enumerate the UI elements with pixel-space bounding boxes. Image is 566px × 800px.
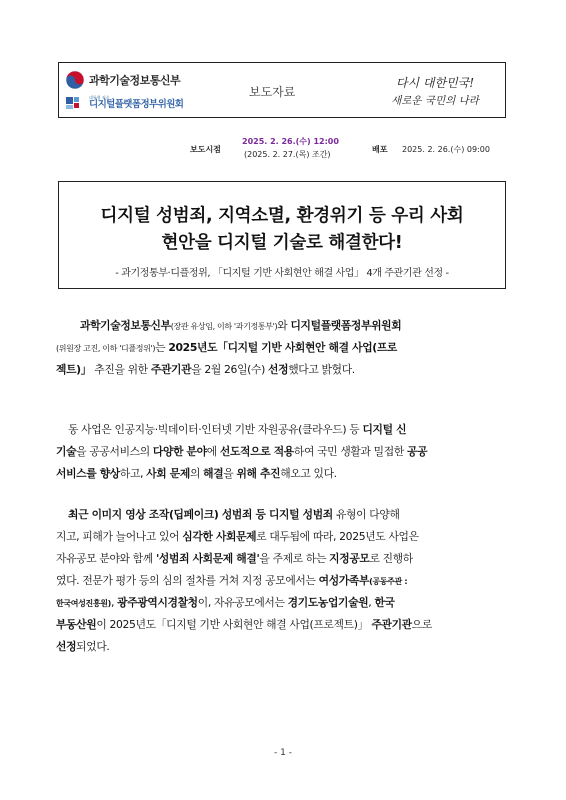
text-span: 선정 [56,640,77,653]
ministry-logos [65,67,235,115]
text-span: 을 2월 26일(수) [191,363,269,376]
text-span: 선정 [268,363,289,376]
text-span: 선도적으로 적용 [219,445,294,458]
text-span: 지정공모 [329,552,370,565]
page-number: - 1 - [274,748,292,758]
text-span: 심각한 사회문제 [182,530,257,543]
text-span: 되었다. [76,640,110,653]
text-span: 하고, [119,467,147,480]
p3-line2 [56,529,419,544]
text-span: 추진을 위한 [91,363,151,376]
p2-line1 [68,422,406,437]
text-span: , [110,596,118,609]
text-span: 로 대두됨에 따라, 2025년도 사업은 [256,530,419,543]
text-msit: 과학기술정보통신부 [80,319,171,332]
text-span: 경기도농업기술원 [287,596,369,609]
release-time-label: 보도시점 [190,145,221,154]
text-span: 여성가족부 [318,574,370,587]
text-span: , [368,596,375,609]
press-header [58,62,506,118]
text-span: 다양한 분야 [152,445,207,458]
p1-line2 [56,340,397,355]
text-span: 최근 이미지 영상 조작(딥페이크) 성범죄 등 디지털 성범죄 [68,508,333,521]
text-span: 동 사업은 인공지능·빅데이터·인터넷 기반 자원공유(클라우드) 등 [68,423,363,436]
slogan-calligraphy [379,71,491,111]
text-span: 했다고 밝혔다. [288,363,355,376]
text-span: 로 진행하 [369,552,413,565]
text-span: 이, 자유공모에서는 [197,596,288,609]
text-span: 부동산원 [56,618,97,631]
msit-name: 과학기술정보통신부 [89,74,181,87]
text-dpg: 디지털플랫폼정부위원회 [290,319,402,332]
slogan-line1: 다시 대한민국! [395,76,475,90]
text-span: 으로 [411,618,432,631]
text-span: 였다. 전문가 평가 등의 심의 절차를 거쳐 지정 공모에서는 [56,574,319,587]
press-release-label: 보도자료 [249,85,296,99]
text-span: 공공 [407,445,428,458]
distribution-time: 2025. 2. 26.(수) 09:00 [402,145,490,154]
p1-line1 [80,318,401,333]
text-span: 주관기관 [368,618,412,631]
text-dpg-note: (위원장 고진, 이하 '디플정위') [56,344,156,353]
p3-line6 [56,617,432,632]
title-box [58,181,506,289]
headline-line2: 현안을 디지털 기술로 해결한다! [161,233,403,253]
headline-subtitle: - 과기정통부·디플정위, 「디지털 기반 사회현안 해결 사업」 4개 주관기관 선정 - [115,268,449,279]
p2-line3 [56,466,337,481]
text-span: 기술 [56,445,77,458]
release-time-sub: (2025. 2. 27.(목) 조간) [244,150,331,159]
dpg-logo [65,93,183,113]
text-span: 을 [223,467,237,480]
text-span: 광주광역시경찰청 [117,596,198,609]
text-span: 한국 [374,596,395,609]
p3-line7 [56,639,110,654]
release-time: 2025. 2. 26.(수) 12:00 [242,137,339,146]
text-span: 해오고 있다. [280,467,337,480]
p2-line2 [56,444,427,459]
p3-line3 [56,551,413,566]
text-span: '성범죄 사회문제 해결' [155,552,260,565]
text-span: 한국여성진흥원) [56,599,111,608]
headline-line1: 디지털 성범죄, 지역소멸, 환경위기 등 우리 사회 [100,206,464,226]
text-span: 에 [206,445,220,458]
text-span: 디지털 신 [362,423,407,436]
text-span: 해결 [203,467,224,480]
text-span: 이 2025년도「디지털 기반 사회현안 해결 사업(프로젝트)」 [96,618,369,631]
text-span: 자유공모 분야와 함께 [56,552,156,565]
dpg-name: 디지털플랫폼정부위원회 [89,99,184,111]
p3-line5 [56,595,395,610]
p3-line4 [56,573,407,588]
text-span: 을 공공서비스의 [76,445,153,458]
distribution-label: 배포 [372,145,388,154]
dpg-subtitle: 대통령 직속 [89,95,110,101]
p3-line1 [68,507,400,522]
dpg-mark-icon [65,95,85,111]
p1-line3 [56,362,355,377]
text-and: 와 [277,319,291,332]
text-span: 을 주제로 하는 [259,552,330,565]
slogan-line2: 새로운 국민의 나라 [391,95,479,107]
text-span: 의 [189,467,204,480]
text-particle: 는 [155,341,169,354]
text-span: 서비스를 향상 [56,467,120,480]
text-span: 지고, 피해가 늘어나고 있어 [56,530,183,543]
text-msit-note: (장관 유상임, 이하 '과기정통부') [170,322,278,331]
text-project-name: 2025년도「디지털 기반 사회현안 해결 사업(프로 [168,341,398,354]
text-span: 하여 국민 생활과 밀접한 [293,445,407,458]
text-span: 유형이 다양해 [332,508,400,521]
text-span: 주관기관 [150,363,192,376]
text-span: 사회 문제 [146,467,190,480]
text-span: (공동주관 : [369,577,408,586]
taegeuk-icon [65,70,85,90]
text-span: 위해 추진 [236,467,281,480]
msit-logo [65,69,180,91]
text-project-end: 젝트)」 [56,363,92,376]
